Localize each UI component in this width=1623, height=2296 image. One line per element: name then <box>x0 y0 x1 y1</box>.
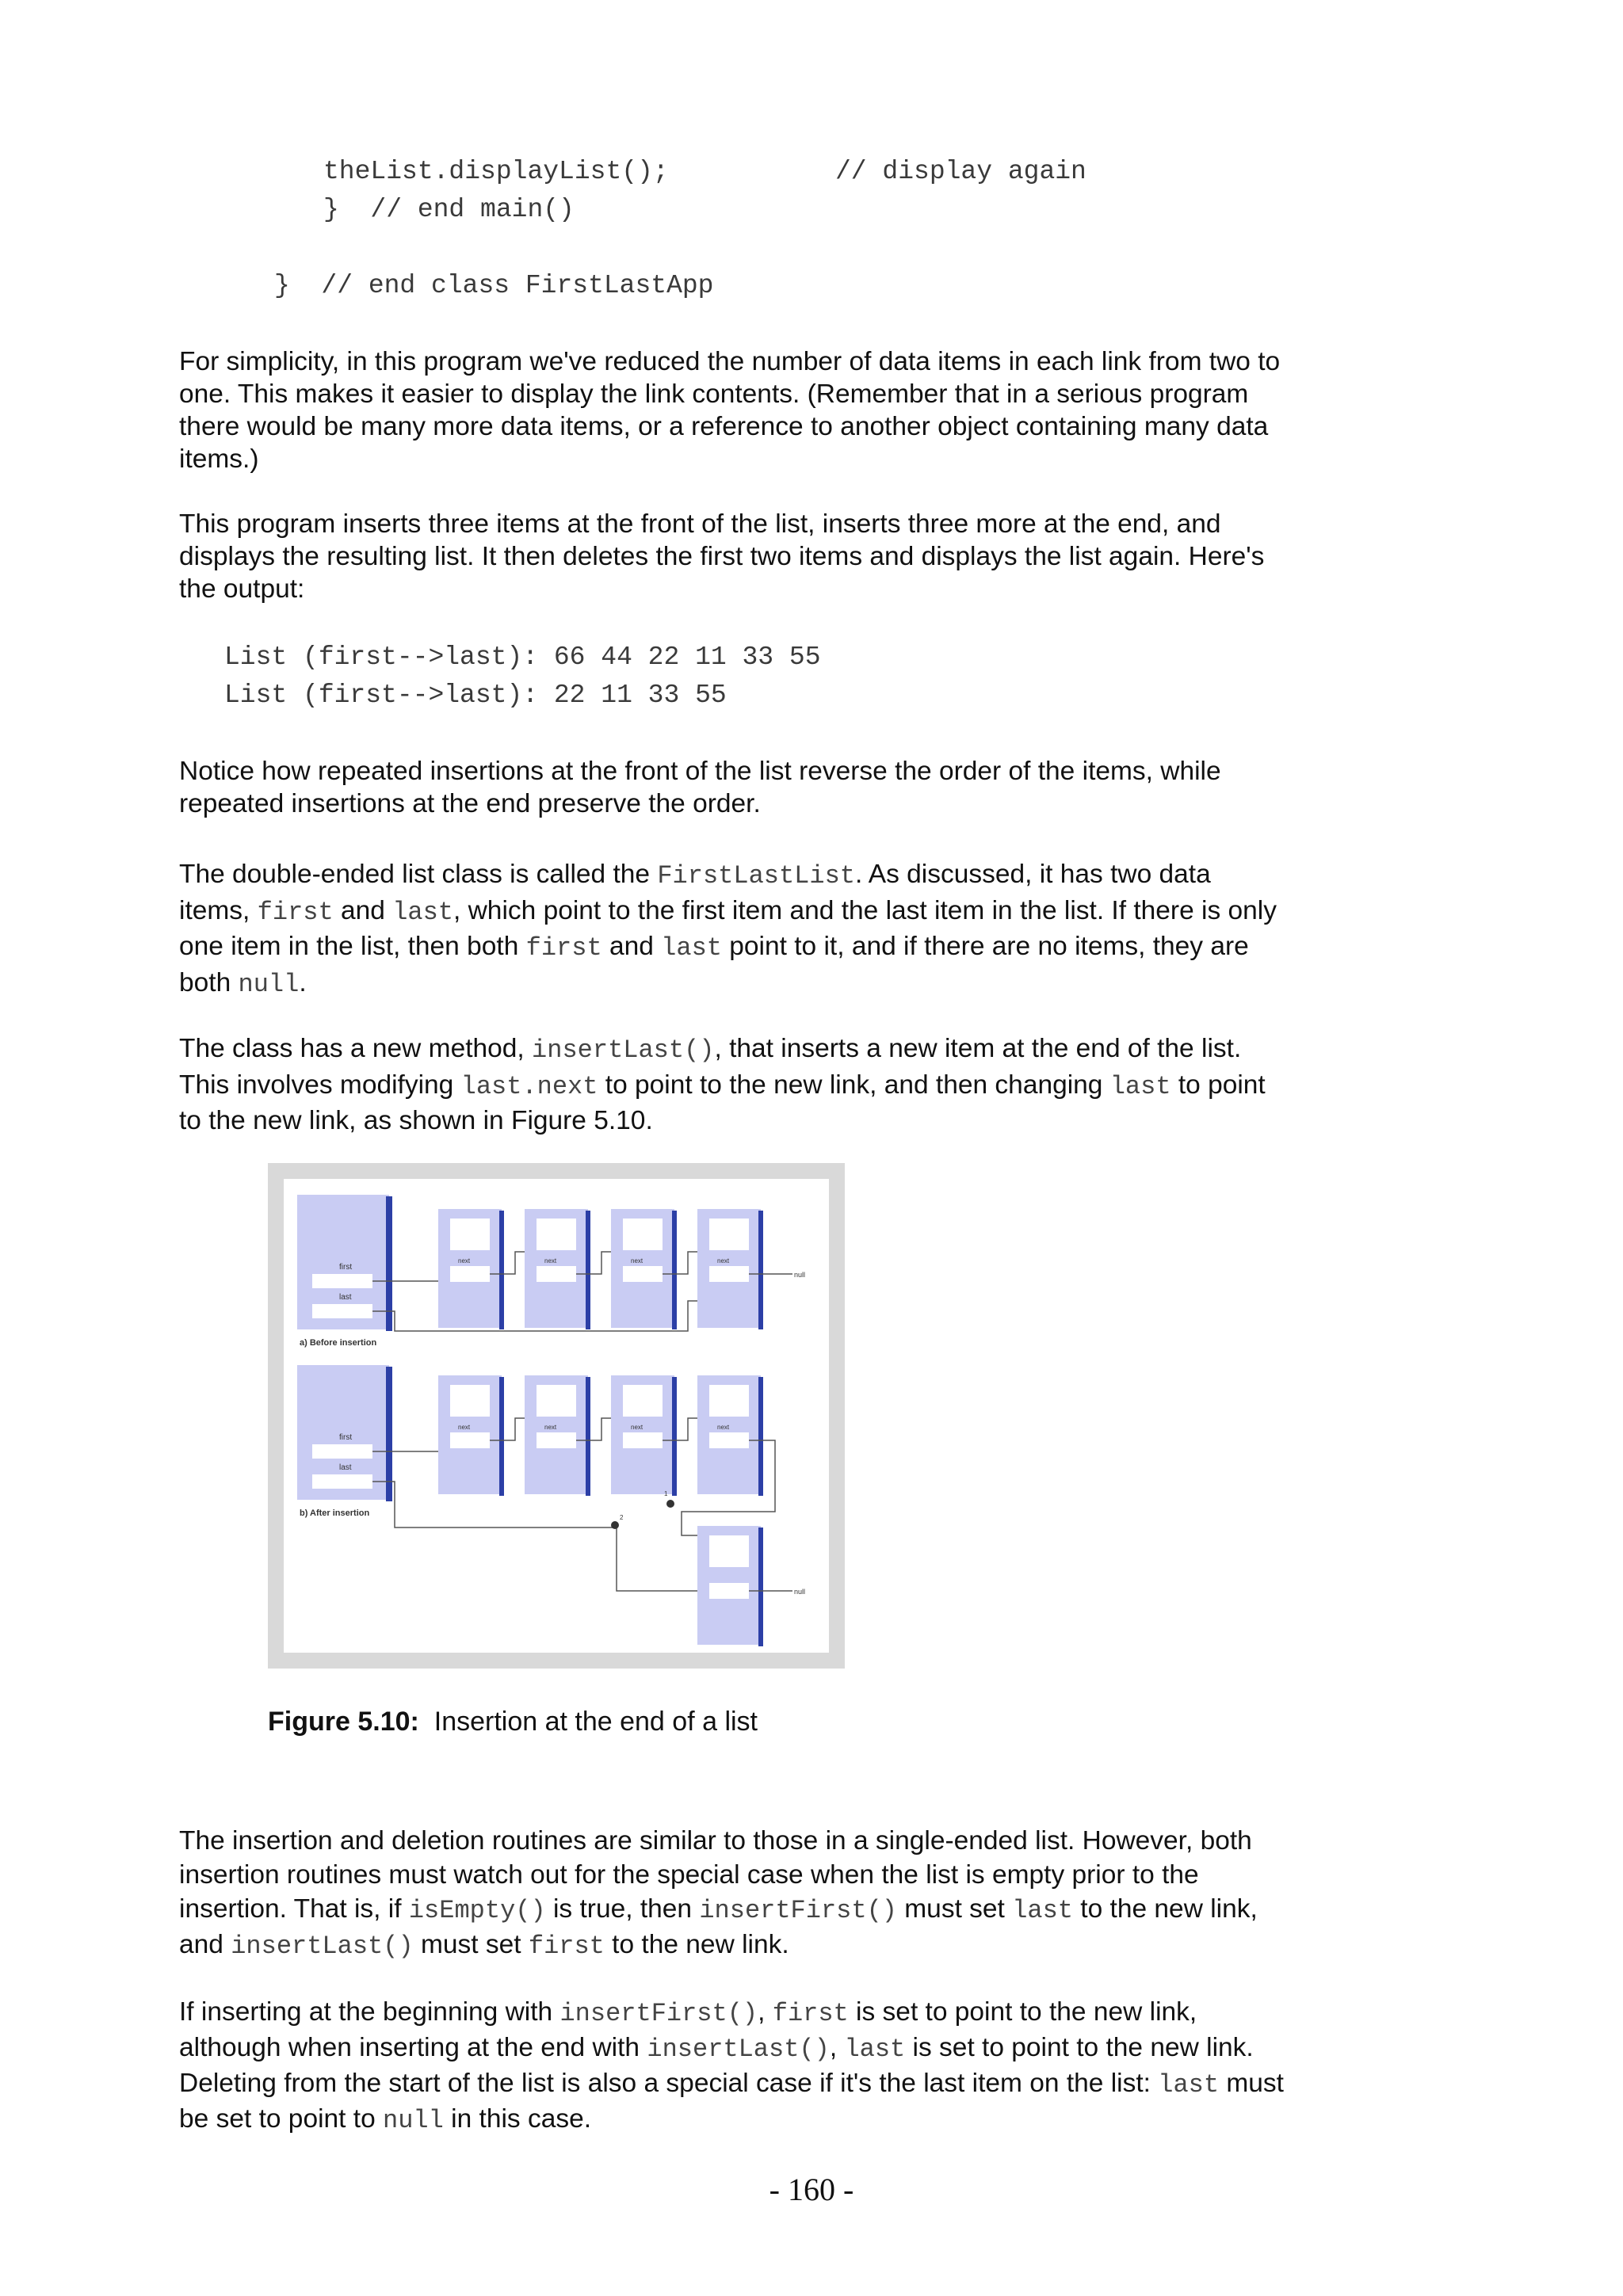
next-label-b3: next <box>631 1424 643 1431</box>
first-label-b: first <box>339 1433 353 1442</box>
figure-insertion-diagram <box>268 1163 845 1669</box>
next-label-b1: next <box>458 1424 471 1431</box>
panel-b-label: b) After insertion <box>300 1508 370 1518</box>
next-label-b4: next <box>717 1424 730 1431</box>
code-comment: // display again <box>835 157 1086 186</box>
step-marker-2 <box>611 1521 619 1529</box>
next-label-b2: next <box>544 1424 557 1431</box>
figure-caption <box>268 1707 758 1737</box>
null-label-b: null <box>794 1588 806 1596</box>
step-label-1: 1 <box>664 1490 668 1497</box>
step-marker-1 <box>666 1500 674 1508</box>
panel-a-label: a) Before insertion <box>300 1338 377 1348</box>
paragraph-insertlast: The class has a new method, insertLast(), that inserts a new item at the end of the list. This involves modifying last.next to point to the new link, and then changing last to point to the new link, as shown in Figure 5.10. <box>179 1034 1266 1135</box>
next-label-a3: next <box>631 1257 643 1264</box>
first-label-a: first <box>339 1263 353 1272</box>
code-line-display <box>323 153 669 191</box>
last-label-b: last <box>339 1463 352 1472</box>
output-line-2: List (first-->last): 22 11 33 55 <box>224 681 727 710</box>
paragraph-inserting-beginning: If inserting at the beginning with insertFirst(), first is set to point to the new link, although when inserting at the end with insertLast(), last is set to point to the new link. Deleting from the start of the list is also a special case if it's the last item on the list: last must be set to point to null in this case. <box>179 1997 1284 2135</box>
output-line-1: List (first-->last): 66 44 22 11 33 55 <box>224 643 821 672</box>
panel-before-insertion <box>297 1195 805 1348</box>
next-label-a1: next <box>458 1257 471 1264</box>
step-label-2: 2 <box>620 1514 624 1521</box>
next-label-a4: next <box>717 1257 730 1264</box>
code-line-end-main: } // end main() <box>323 195 575 224</box>
page-number: - 160 - <box>769 2172 854 2207</box>
paragraph-simplicity: For simplicity, in this program we've reduced the number of data items in each link from two to one. This makes it easier to display the link contents. (Remember that in a serious program there would be many more data items, or a reference to another object containing many data items.) <box>179 347 1281 474</box>
paragraph-insertion-deletion: The insertion and deletion routines are similar to those in a single-ended list. However, both insertion routines must watch out for the special case when the list is empty prior to the insertion. That is, if isEmpty() is true, then insertFirst() must set last to the new link, and insertLast() must set first to the new link. <box>179 1826 1258 1961</box>
next-label-a2: next <box>544 1257 557 1264</box>
code-statement: theList.displayList(); <box>323 157 669 186</box>
paragraph-double-ended: The double-ended list class is called the FirstLastList. As discussed, it has two data items, first and last, which point to the first item and the last item in the list. If there is only one item in the list, then both first and last point to it, and if there are no items, they are both null. <box>179 860 1277 999</box>
last-label-a: last <box>339 1293 352 1302</box>
paragraph-program-description: This program inserts three items at the front of the list, inserts three more at the end, and displays the resulting list. It then deletes the first two items and displays the list again. Here's the output: <box>179 509 1265 604</box>
caption-label: Figure 5.10: <box>268 1707 419 1737</box>
null-label-a: null <box>794 1271 806 1279</box>
code-line-end-class: } // end class FirstLastApp <box>274 271 714 300</box>
caption-text: Insertion at the end of a list <box>433 1707 758 1737</box>
paragraph-notice: Notice how repeated insertions at the front of the list reverse the order of the items, while repeated insertions at the end preserve the order. <box>179 757 1221 818</box>
